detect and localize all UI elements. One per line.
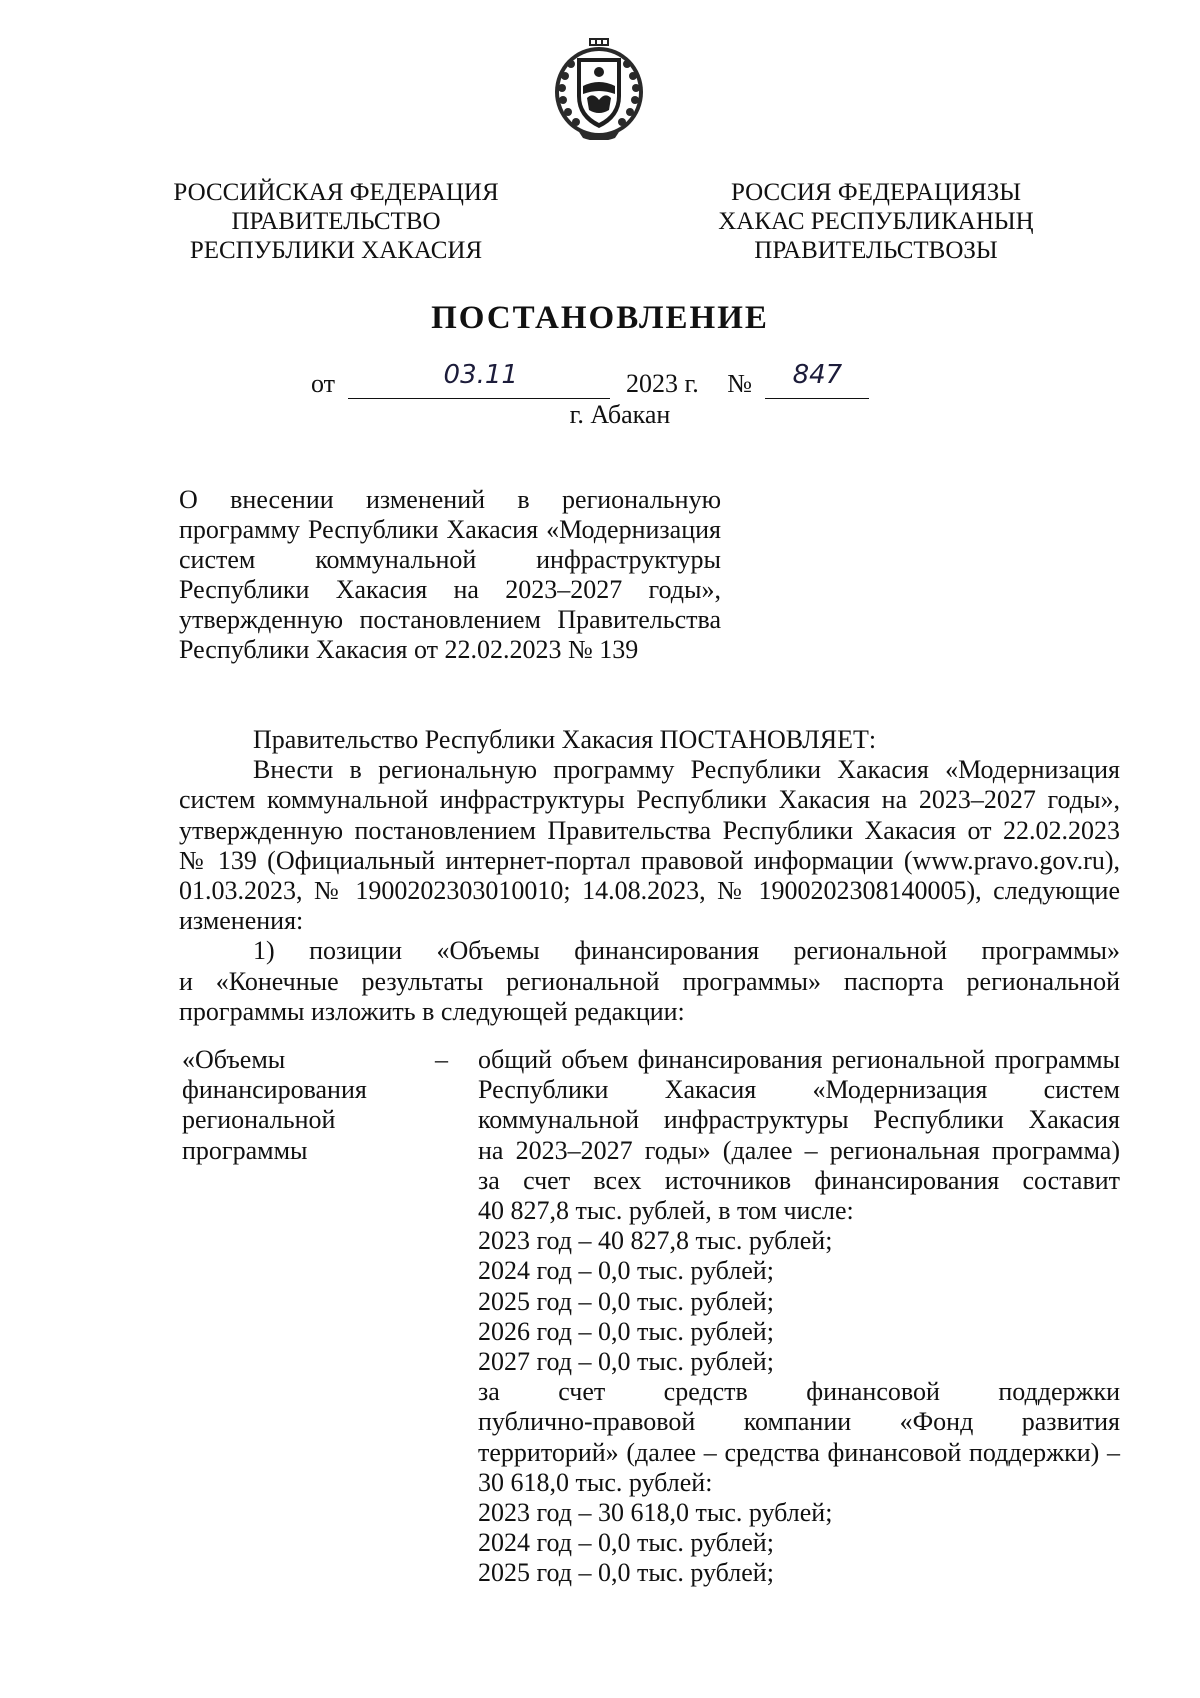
header-right-line: РОССИЯ ФЕДЕРАЦИЯЗЫ — [730, 179, 1022, 206]
body-line: 01.03.2023, № 1900202303010010; 14.08.2023, № 1900202308140005), следующие — [179, 876, 1120, 906]
table-value-line: 40 827,8 тыс. рублей, в том числе: — [478, 1196, 854, 1226]
table-value-line: публично-правовой компании «Фонд развития — [478, 1407, 1120, 1437]
header-right-line: ХАКАС РЕСПУБЛИКАНЫҢ — [718, 208, 1034, 235]
table-value-line: 2024 год – 0,0 тыс. рублей; — [478, 1256, 774, 1286]
table-dash: – — [435, 1045, 448, 1074]
table-value-line: коммунальной инфраструктуры Республики Хакасия — [478, 1105, 1120, 1135]
body-line: 1) позиции «Объемы финансирования региональной программы» — [253, 936, 1120, 966]
khakassia-coat-of-arms-icon — [553, 36, 645, 140]
body-line: Внести в региональную программу Республики Хакасия «Модернизация — [253, 755, 1120, 785]
date-field — [348, 360, 610, 399]
body-line: утвержденную постановлением Правительства Республики Хакасия от 22.02.2023 — [179, 815, 1120, 845]
body-line: и «Конечные результаты региональной программы» паспорта региональной — [179, 966, 1120, 996]
table-value-cell — [478, 1045, 1120, 1589]
body-line: № 139 (Официальный интернет-портал правовой информации (www.pravo.gov.ru), — [179, 845, 1120, 875]
number-label: № — [727, 369, 753, 398]
table-value-line: 2025 год – 0,0 тыс. рублей; — [478, 1558, 774, 1588]
table-value-line: за счет всех источников финансирования составит — [478, 1165, 1120, 1195]
table-label-line: финансирования — [182, 1075, 367, 1105]
header-right-line: ПРАВИТЕЛЬСТВОЗЫ — [754, 237, 998, 264]
document-title: ПОСТАНОВЛЕНИЕ — [431, 300, 769, 336]
subject-line: утвержденную постановлением Правительства — [179, 605, 721, 634]
date-handwritten: 03.11 — [443, 360, 518, 390]
table-value-line: 2023 год – 30 618,0 тыс. рублей; — [478, 1498, 833, 1528]
table-label-cell — [182, 1045, 412, 1166]
city-label: г. Абакан — [569, 400, 671, 429]
subject-line: программу Республики Хакасия «Модернизация — [179, 515, 721, 544]
table-value-line: территорий» (далее – средства финансовой поддержки) – — [478, 1437, 1120, 1467]
header-left-block — [168, 178, 504, 265]
subject-line: О внесении изменений в региональную — [179, 485, 721, 514]
subject-block — [179, 485, 721, 665]
table-value-line: на 2023–2027 годы» (далее – региональная программа) — [478, 1135, 1120, 1165]
table-label-line: программы — [182, 1135, 308, 1165]
subject-line: Республики Хакасия на 2023–2027 годы», — [179, 575, 721, 604]
table-value-line: общий объем финансирования региональной программы — [478, 1045, 1120, 1074]
date-from-label: от — [311, 369, 336, 398]
table-value-line: 2025 год – 0,0 тыс. рублей; — [478, 1286, 774, 1316]
table-value-line: 2026 год – 0,0 тыс. рублей; — [478, 1316, 774, 1346]
table-value-line: 2024 год – 0,0 тыс. рублей; — [478, 1528, 774, 1558]
body-line: программы изложить в следующей редакции: — [179, 996, 685, 1026]
preamble: Правительство Республики Хакасия ПОСТАНОВЛЯЕТ: — [253, 725, 877, 754]
table-value-line: 30 618,0 тыс. рублей: — [478, 1467, 713, 1497]
document-body — [179, 725, 1120, 1027]
body-line: изменения: — [179, 906, 304, 936]
table-label-line: региональной — [182, 1105, 336, 1135]
subject-line: Республики Хакасия от 22.02.2023 № 139 — [179, 635, 639, 664]
table-value-line: 2027 год – 0,0 тыс. рублей; — [478, 1347, 774, 1377]
number-handwritten: 847 — [792, 360, 843, 390]
header-right-block — [696, 178, 1056, 265]
table-label-line: «Объемы — [182, 1045, 286, 1074]
table-value-line: Республики Хакасия «Модернизация систем — [478, 1075, 1120, 1105]
header-left-line: РОССИЙСКАЯ ФЕДЕРАЦИЯ — [173, 179, 499, 206]
number-field — [765, 360, 869, 399]
body-line: систем коммунальной инфраструктуры Республики Хакасия на 2023–2027 годы», — [179, 785, 1120, 815]
subject-line: систем коммунальной инфраструктуры — [179, 545, 721, 574]
table-value-line: за счет средств финансовой поддержки — [478, 1377, 1120, 1407]
header-left-line: ПРАВИТЕЛЬСТВО — [231, 208, 441, 235]
year-label: 2023 г. — [626, 369, 699, 398]
table-value-line: 2023 год – 40 827,8 тыс. рублей; — [478, 1226, 833, 1256]
coat-of-arms-emblem — [553, 36, 645, 140]
header-left-line: РЕСПУБЛИКИ ХАКАСИЯ — [189, 237, 483, 264]
